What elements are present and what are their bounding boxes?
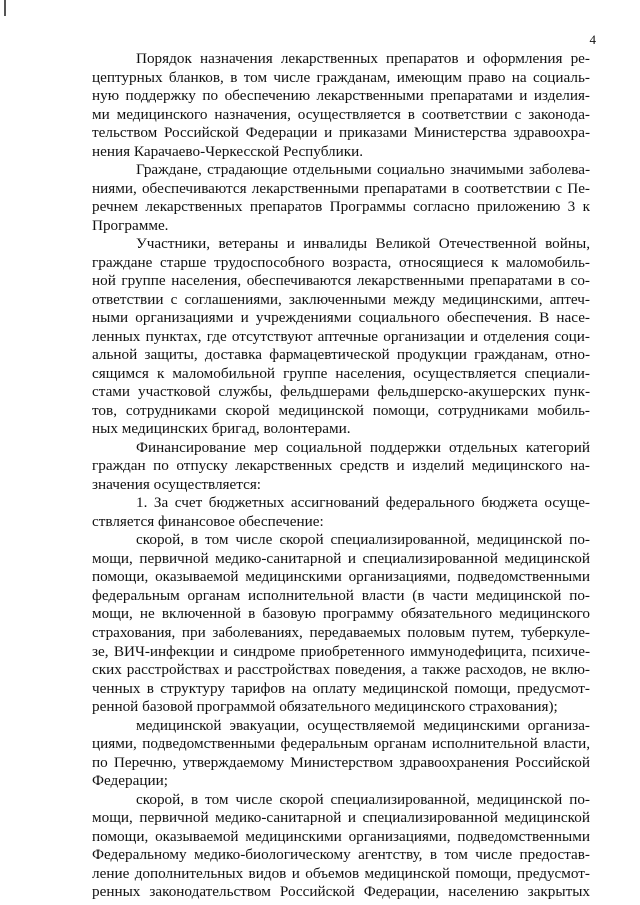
text-line: ствляется финансовое обеспечение: (92, 512, 324, 530)
text-line: граждан по отпуску лекарственных средств и изделий медицинского на- (92, 457, 590, 475)
page-number: 4 (589, 32, 596, 47)
text-line: ную поддержку по обеспечению лекарственными препаратами и изделия- (92, 87, 590, 105)
text-line: ных медицинских бригад, волонтерами. (92, 420, 351, 438)
text-line: Порядок назначения лекарственных препаратов и оформления ре- (136, 50, 590, 67)
text-line: по Перечню, утверждаемому Министерством здравоохранения Российской (92, 753, 590, 771)
paragraph (92, 717, 590, 791)
text-line: ченных в структуру тарифов на оплату медицинской помощи, предусмот- (92, 679, 590, 697)
text-line: нения Карачаево-Черкесской Республики. (92, 142, 364, 160)
paragraph (92, 235, 590, 439)
text-line: ленных пунктах, где отсутствуют аптечные организации и отделения соци- (92, 327, 590, 345)
text-line: сящимся к маломобильной группе населения, осуществляется специали- (92, 364, 590, 382)
text-line: ной группе населения, обеспечиваются лекарственными препаратами в со- (92, 272, 590, 290)
text-line: Федеральному медико-биологическому агентству, в том числе предостав- (92, 846, 590, 864)
text-line: скорой, в том числе скорой специализированной, медицинской по- (136, 531, 590, 549)
text-line: медицинской эвакуации, осуществляемой медицинскими организа- (136, 716, 590, 734)
text-line: мощи, первичной медико-санитарной и специализированной медицинской (92, 809, 590, 827)
text-line: Граждане, страдающие отдельными социально значимыми заболева- (136, 161, 590, 179)
document-body (92, 50, 590, 902)
text-line: речнем лекарственных препаратов Программы согласно приложению 3 к (92, 198, 590, 216)
text-line: циями, подведомственными федеральным органам исполнительной власти, (92, 735, 590, 753)
text-line: скорой, в том числе скорой специализированной, медицинской по- (136, 790, 590, 808)
text-line: зе, ВИЧ-инфекции и синдроме приобретенного иммунодефицита, психиче- (92, 642, 590, 660)
text-line: мощи, не включенной в базовую программу обязательного медицинского (92, 605, 590, 623)
text-line: Финансирование мер социальной поддержки отдельных категорий (136, 438, 590, 456)
paragraph (92, 50, 590, 161)
paragraph (92, 161, 590, 235)
text-line: ми медицинского назначения, осуществляется в соответствии с законода- (92, 105, 590, 123)
text-line: ными организациями и учреждениями социального обеспечения. В насе- (92, 309, 590, 327)
text-line: альной защиты, доставка фармацевтической продукции гражданам, отно- (92, 346, 590, 364)
text-line: мощи, первичной медико-санитарной и специализированной медицинской (92, 549, 590, 567)
text-line: стами участковой службы, фельдшерами фельдшерско-акушерских пунк- (92, 383, 590, 401)
text-line: страхования, при заболеваниях, передаваемых половым путем, туберкуле- (92, 623, 590, 641)
paragraph (92, 494, 590, 531)
paragraph (92, 439, 590, 495)
scan-edge-mark (4, 0, 6, 16)
text-line: ниями, обеспечиваются лекарственными препаратами в соответствии с Пе- (92, 179, 590, 197)
text-line: тов, сотрудниками скорой медицинской помощи, сотрудниками мобиль- (92, 401, 590, 419)
text-line: федеральным органам исполнительной власти (в части медицинской по- (92, 586, 590, 604)
text-line: помощи, оказываемой медицинскими организациями, подведомственными (92, 568, 590, 586)
text-line: граждане старше трудоспособного возраста, относящиеся к маломобиль- (92, 253, 590, 271)
paragraph (92, 791, 590, 902)
paragraph (92, 531, 590, 716)
text-line: помощи, оказываемой медицинскими организациями, подведомственными (92, 827, 590, 845)
text-line: тельством Российской Федерации и приказами Министерства здравоохра- (92, 124, 590, 142)
text-line: Федерации; (92, 772, 168, 790)
text-line: ских расстройствах и расстройствах поведения, а также расходов, не вклю- (92, 661, 590, 679)
text-line: значения осуществляется: (92, 475, 262, 493)
text-line: ление дополнительных видов и объемов медицинской помощи, предусмот- (92, 864, 590, 882)
text-line: 1. За счет бюджетных ассигнований федерального бюджета осуще- (136, 494, 590, 512)
text-line: Программе. (92, 216, 169, 234)
text-line: ренной базовой программой обязательного медицинского страхования); (92, 698, 558, 716)
text-line: ответствии с соглашениями, заключенными между медицинскими, аптеч- (92, 290, 590, 308)
text-line: цептурных бланков, в том числе гражданам, имеющим право на социаль- (92, 68, 590, 86)
text-line: ренных законодательством Российской Федерации, населению закрытых (92, 883, 590, 901)
text-line: Участники, ветераны и инвалиды Великой Отечественной войны, (136, 235, 590, 253)
